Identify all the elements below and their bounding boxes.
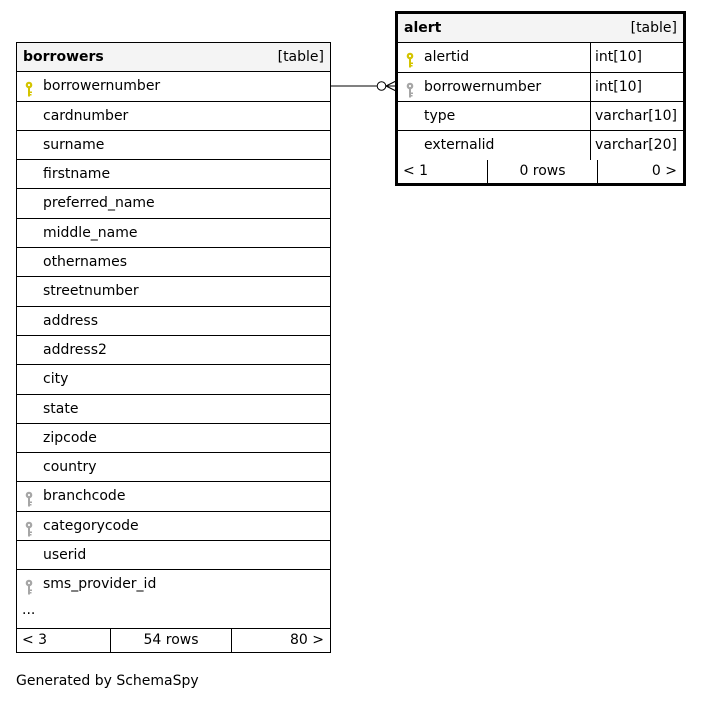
column-row[interactable] xyxy=(17,189,330,218)
column-row[interactable] xyxy=(17,72,330,101)
column-name: firstname xyxy=(43,166,111,183)
generated-by-text: Generated by SchemaSpy xyxy=(16,673,199,689)
foreign-key-icon xyxy=(24,577,34,593)
column-name: categorycode xyxy=(43,517,139,534)
table-header xyxy=(398,14,683,43)
table-header xyxy=(17,43,330,72)
children-count[interactable]: 0 > xyxy=(597,160,683,183)
column-row[interactable] xyxy=(17,248,330,277)
table-name: alert xyxy=(404,20,442,36)
column-name: surname xyxy=(43,136,105,153)
column-row[interactable] xyxy=(17,570,330,599)
zero-optional-marker xyxy=(377,82,386,91)
parents-count[interactable]: < 1 xyxy=(403,163,429,180)
primary-key-icon xyxy=(24,79,34,95)
column-row[interactable] xyxy=(398,131,683,160)
column-name: branchcode xyxy=(43,488,126,505)
table-footer xyxy=(398,160,683,183)
column-row[interactable] xyxy=(17,424,330,453)
column-type: varchar[10] xyxy=(590,102,683,130)
column-row[interactable] xyxy=(17,512,330,541)
column-name: sms_provider_id xyxy=(43,576,157,593)
column-row[interactable] xyxy=(17,307,330,336)
children-count[interactable]: 80 > xyxy=(231,629,330,652)
column-name: address2 xyxy=(43,341,107,358)
table-kind: [table] xyxy=(630,20,677,36)
table-name: borrowers xyxy=(23,49,104,65)
column-row[interactable] xyxy=(17,395,330,424)
column-name: alertid xyxy=(424,49,470,66)
column-row[interactable] xyxy=(17,482,330,511)
column-row[interactable] xyxy=(17,541,330,570)
more-columns-row xyxy=(17,600,330,629)
column-name: state xyxy=(43,400,79,417)
column-row[interactable] xyxy=(17,102,330,131)
column-list xyxy=(398,43,683,160)
column-name: userid xyxy=(43,547,87,564)
column-row[interactable] xyxy=(17,453,330,482)
foreign-key-icon xyxy=(405,80,415,96)
column-row[interactable] xyxy=(17,131,330,160)
column-name: streetnumber xyxy=(43,283,139,300)
column-name: middle_name xyxy=(43,224,138,241)
row-count: 54 rows xyxy=(110,629,231,652)
column-row[interactable] xyxy=(17,160,330,189)
column-row[interactable] xyxy=(398,73,683,102)
column-row[interactable] xyxy=(17,277,330,306)
column-name: othernames xyxy=(43,254,128,271)
column-name: zipcode xyxy=(43,429,97,446)
column-name: cardnumber xyxy=(43,107,129,124)
row-count: 0 rows xyxy=(487,160,597,183)
column-type: int[10] xyxy=(590,43,683,71)
column-row[interactable] xyxy=(398,102,683,131)
column-name: borrowernumber xyxy=(424,78,542,95)
more-columns-ellipsis: ... xyxy=(22,601,36,618)
table-borrowers[interactable] xyxy=(16,42,331,653)
column-row[interactable] xyxy=(17,219,330,248)
column-row[interactable] xyxy=(17,336,330,365)
column-name: country xyxy=(43,459,97,476)
column-list xyxy=(17,72,330,599)
foreign-key-icon xyxy=(24,519,34,535)
primary-key-icon xyxy=(405,50,415,66)
foreign-key-icon xyxy=(24,489,34,505)
table-alert[interactable] xyxy=(395,11,686,186)
column-row[interactable] xyxy=(398,43,683,72)
column-name: address xyxy=(43,312,99,329)
column-name: borrowernumber xyxy=(43,78,161,95)
table-footer xyxy=(17,629,330,652)
column-name: externalid xyxy=(424,137,495,154)
table-kind: [table] xyxy=(277,49,324,65)
column-name: type xyxy=(424,107,456,124)
column-type: varchar[20] xyxy=(590,131,683,160)
parents-count[interactable]: < 3 xyxy=(22,631,48,648)
column-row[interactable] xyxy=(17,365,330,394)
column-name: preferred_name xyxy=(43,195,155,212)
column-name: city xyxy=(43,371,69,388)
column-type: int[10] xyxy=(590,73,683,101)
